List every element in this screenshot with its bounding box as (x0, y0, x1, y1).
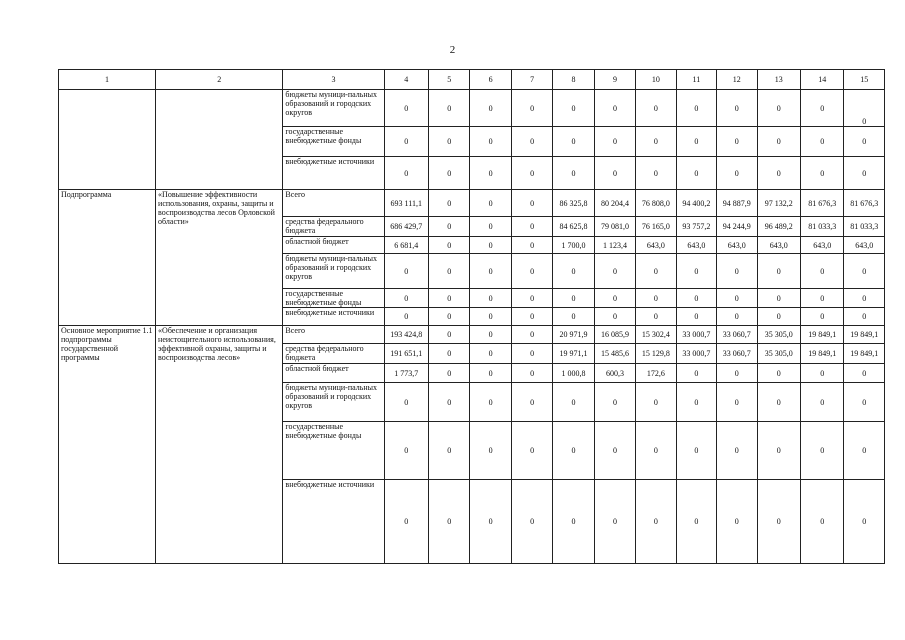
column-number: 9 (594, 70, 635, 90)
value-cell: 0 (676, 308, 716, 326)
value-cell: 643,0 (844, 237, 885, 254)
value-cell: 0 (717, 127, 757, 157)
value-cell: 0 (470, 308, 511, 326)
value-cell: 0 (757, 383, 800, 422)
funding-source: областной бюджет (283, 364, 384, 383)
value-cell: 1 123,4 (594, 237, 635, 254)
value-cell: 0 (384, 308, 428, 326)
column-number: 1 (59, 70, 156, 90)
value-cell: 0 (757, 364, 800, 383)
value-cell: 0 (429, 190, 470, 217)
value-cell: 0 (757, 422, 800, 480)
value-cell: 0 (429, 364, 470, 383)
value-cell: 0 (594, 127, 635, 157)
value-cell: 0 (553, 422, 594, 480)
value-cell: 0 (470, 480, 511, 564)
measure-label: Основное мероприятие 1.1 подпрограммы государственной программы (59, 326, 156, 564)
value-cell: 0 (844, 254, 885, 289)
value-cell: 19 849,1 (844, 326, 885, 344)
value-cell: 0 (676, 254, 716, 289)
value-cell: 0 (511, 480, 552, 564)
value-cell: 0 (844, 90, 885, 127)
funding-source: областной бюджет (283, 237, 384, 254)
value-cell: 0 (511, 326, 552, 344)
value-cell: 0 (470, 344, 511, 364)
value-cell: 16 085,9 (594, 326, 635, 344)
value-cell: 0 (384, 383, 428, 422)
value-cell: 0 (384, 422, 428, 480)
value-cell: 0 (636, 127, 676, 157)
value-cell: 0 (384, 90, 428, 127)
column-number: 6 (470, 70, 511, 90)
funding-source: средства федерального бюджета (283, 217, 384, 237)
value-cell: 0 (757, 157, 800, 190)
value-cell: 0 (800, 308, 843, 326)
value-cell: 94 887,9 (717, 190, 757, 217)
value-cell: 0 (470, 383, 511, 422)
value-cell: 0 (429, 383, 470, 422)
value-cell: 0 (800, 289, 843, 308)
value-cell: 0 (676, 383, 716, 422)
value-cell: 81 676,3 (800, 190, 843, 217)
value-cell: 0 (717, 289, 757, 308)
value-cell: 0 (636, 254, 676, 289)
value-cell: 0 (636, 90, 676, 127)
value-cell: 0 (429, 237, 470, 254)
value-cell: 0 (511, 254, 552, 289)
value-cell: 0 (676, 127, 716, 157)
value-cell: 33 060,7 (717, 344, 757, 364)
funding-source: внебюджетные источники (283, 308, 384, 326)
value-cell: 0 (511, 422, 552, 480)
value-cell: 15 302,4 (636, 326, 676, 344)
value-cell: 0 (594, 289, 635, 308)
value-cell: 0 (636, 157, 676, 190)
value-cell: 0 (470, 422, 511, 480)
table-row (59, 90, 885, 127)
table-row (59, 190, 885, 217)
value-cell: 0 (470, 254, 511, 289)
value-cell: 0 (757, 127, 800, 157)
value-cell: 19 849,1 (800, 344, 843, 364)
value-cell: 643,0 (636, 237, 676, 254)
value-cell: 0 (717, 422, 757, 480)
value-cell: 0 (429, 90, 470, 127)
value-cell: 35 305,0 (757, 326, 800, 344)
value-cell: 0 (717, 308, 757, 326)
value-cell: 0 (429, 344, 470, 364)
value-cell: 0 (429, 308, 470, 326)
value-cell: 6 681,4 (384, 237, 428, 254)
column-number: 15 (844, 70, 885, 90)
value-cell: 0 (553, 308, 594, 326)
value-cell: 0 (553, 383, 594, 422)
value-cell: 0 (844, 308, 885, 326)
value-cell: 191 651,1 (384, 344, 428, 364)
value-cell: 193 424,8 (384, 326, 428, 344)
value-cell: 86 325,8 (553, 190, 594, 217)
value-cell: 172,6 (636, 364, 676, 383)
value-cell: 0 (800, 90, 843, 127)
value-cell: 0 (757, 289, 800, 308)
value-cell: 0 (429, 422, 470, 480)
value-cell: 643,0 (717, 237, 757, 254)
column-number: 14 (800, 70, 843, 90)
value-cell: 0 (717, 254, 757, 289)
value-cell: 1 700,0 (553, 237, 594, 254)
value-cell: 686 429,7 (384, 217, 428, 237)
empty-cell (156, 90, 283, 190)
funding-source: внебюджетные источники (283, 157, 384, 190)
value-cell: 0 (429, 480, 470, 564)
value-cell: 0 (511, 217, 552, 237)
value-cell: 0 (429, 254, 470, 289)
value-cell: 0 (511, 190, 552, 217)
value-cell: 0 (429, 127, 470, 157)
value-cell: 0 (384, 480, 428, 564)
page-number: 2 (449, 44, 456, 56)
column-number: 7 (511, 70, 552, 90)
value-cell: 94 244,9 (717, 217, 757, 237)
value-cell: 643,0 (676, 237, 716, 254)
value-cell: 693 111,1 (384, 190, 428, 217)
value-cell: 0 (636, 383, 676, 422)
value-cell: 81 676,3 (844, 190, 885, 217)
value-cell: 600,3 (594, 364, 635, 383)
funding-source: Всего (283, 190, 384, 217)
value-cell: 0 (676, 422, 716, 480)
value-cell: 76 165,0 (636, 217, 676, 237)
value-cell: 0 (636, 308, 676, 326)
value-cell: 35 305,0 (757, 344, 800, 364)
value-cell: 15 485,6 (594, 344, 635, 364)
value-cell: 0 (594, 422, 635, 480)
value-cell: 0 (844, 480, 885, 564)
value-cell: 0 (384, 157, 428, 190)
value-cell: 80 204,4 (594, 190, 635, 217)
value-cell: 33 000,7 (676, 326, 716, 344)
value-cell: 0 (511, 289, 552, 308)
column-number: 4 (384, 70, 428, 90)
funding-source: бюджеты муници-пальных образований и городских округов (283, 90, 384, 127)
value-cell: 0 (429, 217, 470, 237)
value-cell: 0 (429, 157, 470, 190)
header-row (59, 70, 885, 90)
value-cell: 93 757,2 (676, 217, 716, 237)
value-cell: 0 (717, 383, 757, 422)
value-cell: 0 (717, 157, 757, 190)
value-cell: 0 (511, 344, 552, 364)
value-cell: 0 (676, 90, 716, 127)
funding-source: государственные внебюджетные фонды (283, 422, 384, 480)
value-cell: 0 (511, 383, 552, 422)
column-number: 11 (676, 70, 716, 90)
value-cell: 0 (470, 217, 511, 237)
value-cell: 0 (636, 289, 676, 308)
value-cell: 33 000,7 (676, 344, 716, 364)
value-cell: 0 (594, 90, 635, 127)
value-cell: 1 773,7 (384, 364, 428, 383)
value-cell: 0 (636, 422, 676, 480)
value-cell: 19 849,1 (800, 326, 843, 344)
value-cell: 0 (511, 127, 552, 157)
subprogram-title: «Повышение эффективности использования, охраны, защиты и воспроизводства лесов Орловской области» (156, 190, 283, 326)
value-cell: 643,0 (757, 237, 800, 254)
value-cell: 0 (511, 364, 552, 383)
value-cell: 19 849,1 (844, 344, 885, 364)
value-cell: 643,0 (800, 237, 843, 254)
value-cell: 0 (553, 127, 594, 157)
value-cell: 0 (470, 237, 511, 254)
column-number: 13 (757, 70, 800, 90)
value-cell: 0 (717, 90, 757, 127)
value-cell: 19 971,1 (553, 344, 594, 364)
value-cell: 0 (470, 289, 511, 308)
value-cell: 0 (757, 480, 800, 564)
value-cell: 0 (553, 480, 594, 564)
value-cell: 0 (594, 254, 635, 289)
value-cell: 0 (676, 364, 716, 383)
value-cell: 0 (470, 190, 511, 217)
value-cell: 0 (800, 254, 843, 289)
value-cell: 0 (553, 157, 594, 190)
value-cell: 0 (757, 90, 800, 127)
value-cell: 0 (800, 157, 843, 190)
value-cell: 0 (553, 90, 594, 127)
value-cell: 0 (800, 127, 843, 157)
value-cell: 0 (553, 254, 594, 289)
column-number: 3 (283, 70, 384, 90)
value-cell: 0 (757, 308, 800, 326)
value-cell: 0 (844, 383, 885, 422)
column-number: 10 (636, 70, 676, 90)
value-cell: 0 (429, 326, 470, 344)
funding-source: внебюджетные источники (283, 480, 384, 564)
value-cell: 76 808,0 (636, 190, 676, 217)
funding-source: Всего (283, 326, 384, 344)
value-cell: 0 (800, 422, 843, 480)
column-number: 12 (717, 70, 757, 90)
value-cell: 0 (511, 157, 552, 190)
funding-source: государственные внебюджетные фонды (283, 289, 384, 308)
table-row (59, 326, 885, 344)
value-cell: 0 (676, 480, 716, 564)
value-cell: 0 (594, 308, 635, 326)
value-cell: 0 (844, 127, 885, 157)
value-cell: 0 (676, 289, 716, 308)
value-cell: 0 (676, 157, 716, 190)
column-number: 5 (429, 70, 470, 90)
value-cell: 81 033,3 (844, 217, 885, 237)
value-cell: 97 132,2 (757, 190, 800, 217)
value-cell: 0 (384, 254, 428, 289)
value-cell: 33 060,7 (717, 326, 757, 344)
value-cell: 0 (594, 480, 635, 564)
value-cell: 0 (844, 157, 885, 190)
value-cell: 0 (717, 480, 757, 564)
value-cell: 0 (844, 289, 885, 308)
value-cell: 0 (553, 289, 594, 308)
funding-table (58, 69, 885, 564)
value-cell: 0 (636, 480, 676, 564)
empty-cell (59, 90, 156, 190)
value-cell: 0 (470, 326, 511, 344)
value-cell: 0 (800, 480, 843, 564)
value-cell: 0 (800, 383, 843, 422)
value-cell: 0 (470, 364, 511, 383)
value-cell: 0 (429, 289, 470, 308)
value-cell: 0 (470, 90, 511, 127)
value-cell: 0 (717, 364, 757, 383)
value-cell: 0 (511, 90, 552, 127)
value-cell: 0 (511, 308, 552, 326)
value-cell: 84 625,8 (553, 217, 594, 237)
value-cell: 79 081,0 (594, 217, 635, 237)
value-cell: 0 (384, 127, 428, 157)
value-cell: 0 (511, 237, 552, 254)
funding-source: средства федерального бюджета (283, 344, 384, 364)
funding-source: бюджеты муници-пальных образований и городских округов (283, 383, 384, 422)
value-cell: 0 (800, 364, 843, 383)
value-cell: 0 (470, 157, 511, 190)
value-cell: 0 (594, 383, 635, 422)
funding-source: государственные внебюджетные фонды (283, 127, 384, 157)
value-cell: 81 033,3 (800, 217, 843, 237)
column-number: 8 (553, 70, 594, 90)
value-cell: 0 (470, 127, 511, 157)
value-cell: 0 (594, 157, 635, 190)
value-cell: 15 129,8 (636, 344, 676, 364)
value-cell: 0 (384, 289, 428, 308)
value-cell: 1 000,8 (553, 364, 594, 383)
value-cell: 0 (844, 364, 885, 383)
funding-source: бюджеты муници-пальных образований и городских округов (283, 254, 384, 289)
subprogram-label: Подпрограмма (59, 190, 156, 326)
value-cell: 0 (757, 254, 800, 289)
value-cell: 96 489,2 (757, 217, 800, 237)
value-cell: 0 (844, 422, 885, 480)
column-number: 2 (156, 70, 283, 90)
value-cell: 20 971,9 (553, 326, 594, 344)
value-cell: 94 400,2 (676, 190, 716, 217)
measure-title: «Обеспечение и организация неистощительного использования, эффективной охраны, защиты и воспроизводства лесов» (156, 326, 283, 564)
